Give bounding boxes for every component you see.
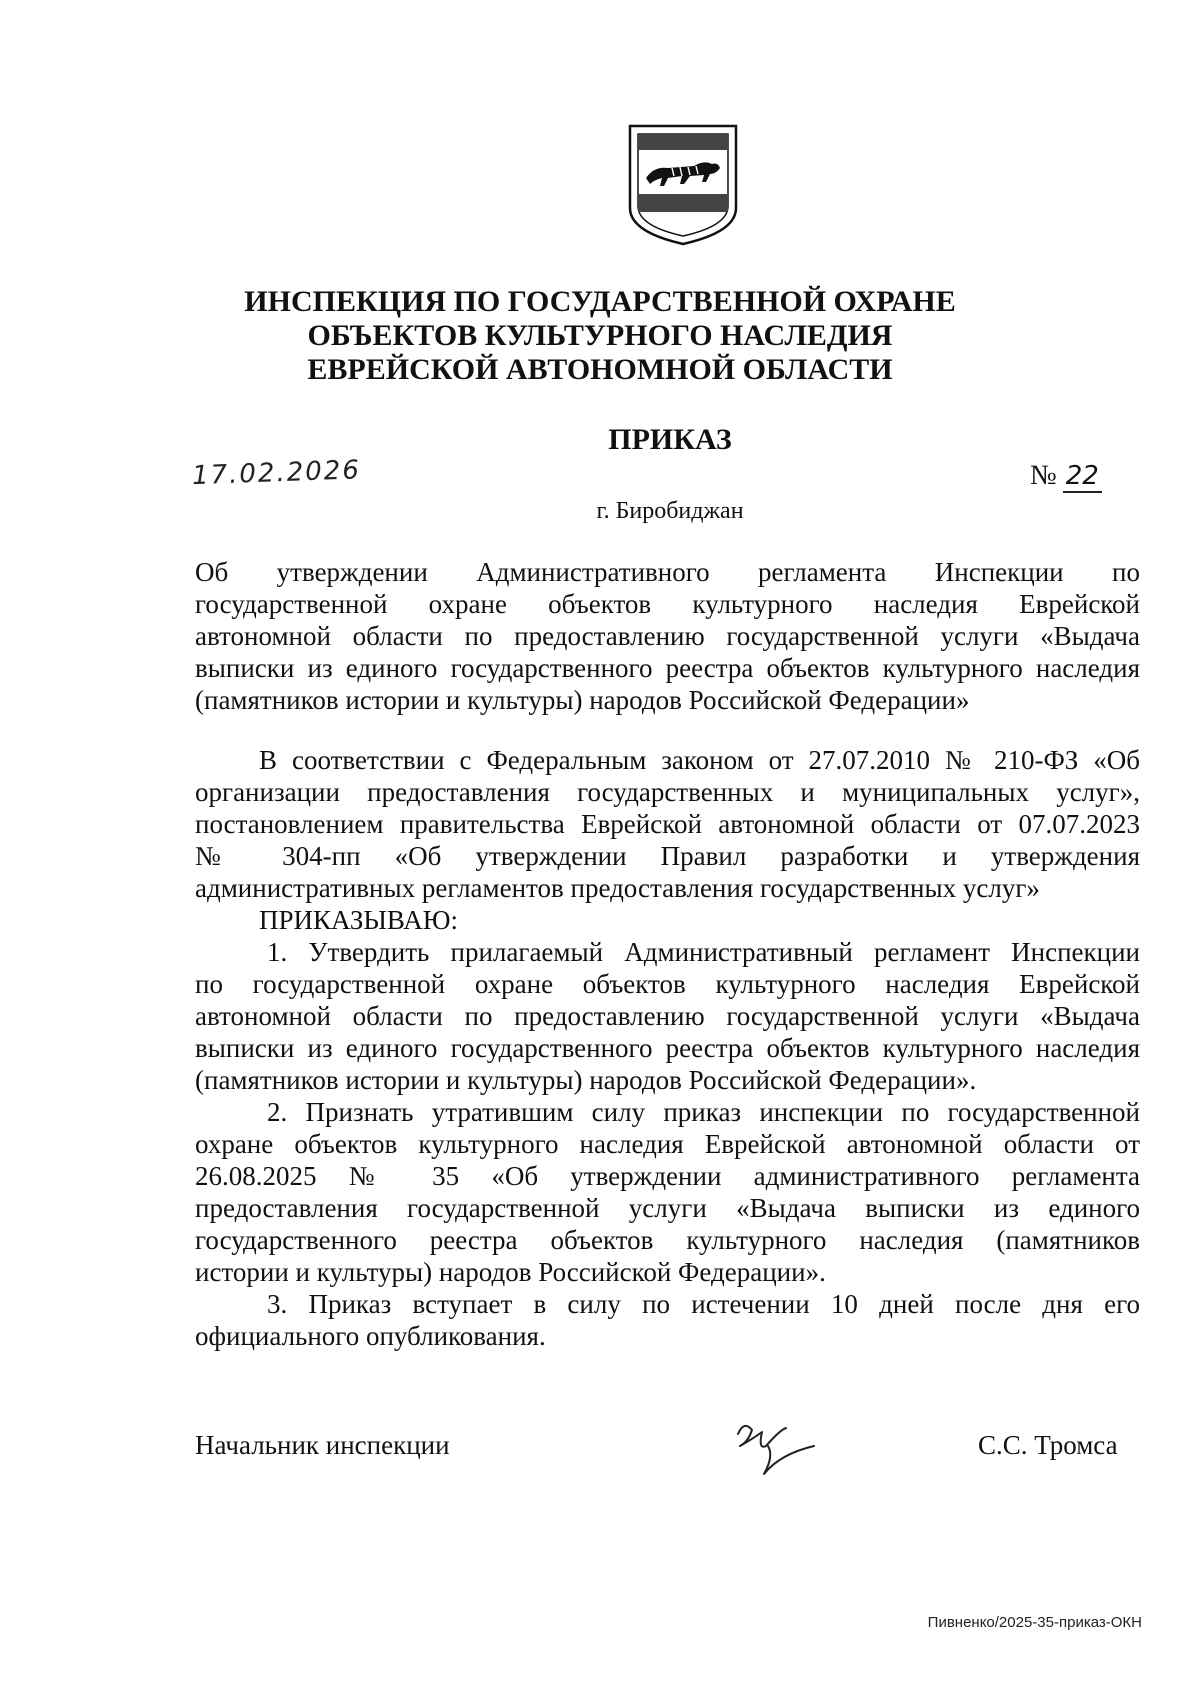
order-date-handwritten: 17.02.2026 — [191, 455, 362, 492]
order-date — [191, 455, 372, 502]
body-line: выписки из единого государственного реестра объектов культурного наследия — [195, 1033, 1140, 1063]
document-type: ПРИКАЗ — [608, 423, 732, 456]
title-line: выписки из единого государственного реестра объектов культурного наследия — [195, 653, 1140, 683]
order-number-handwritten: 22 — [1063, 461, 1102, 493]
title-line: (памятников истории и культуры) народов Российской Федерации» — [195, 685, 970, 715]
body-line: официального опубликования. — [195, 1321, 546, 1351]
body-line: истории и культуры) народов Российской Федерации». — [195, 1257, 826, 1287]
signatory-role: Начальник инспекции — [195, 1430, 450, 1460]
body-line: государственного реестра объектов культурного наследия (памятников — [195, 1225, 1140, 1255]
order-city: г. Биробиджан — [596, 498, 744, 524]
body-line: В соответствии с Федеральным законом от 27.07.2010 № 210-ФЗ «Об — [259, 745, 1140, 775]
header-line: ОБЪЕКТОВ КУЛЬТУРНОГО НАСЛЕДИЯ — [307, 319, 893, 352]
handwritten-signature — [728, 1416, 820, 1482]
title-line: Об утверждении Административного регламента Инспекции по — [195, 557, 1140, 587]
body-line: охране объектов культурного наследия Еврейской автономной области от — [195, 1129, 1140, 1159]
order-title — [195, 556, 1140, 716]
body-line: 26.08.2025 № 35 «Об утверждении административного регламента — [195, 1161, 1140, 1191]
body-line: 3. Приказ вступает в силу по истечении 10 дней после дня его — [267, 1289, 1140, 1319]
body-line: (памятников истории и культуры) народов Российской Федерации». — [195, 1065, 977, 1095]
title-line: государственной охране объектов культурного наследия Еврейской — [195, 589, 1140, 619]
order-number-label: № — [1030, 460, 1057, 491]
document-footer-code: Пивненко/2025-35-приказ-ОКН — [927, 1614, 1142, 1631]
body-line: организации предоставления государственных и муниципальных услуг», — [195, 777, 1140, 807]
signatory-name: С.С. Тромса — [978, 1430, 1118, 1460]
body-line: 1. Утвердить прилагаемый Административный регламент Инспекции — [267, 937, 1140, 967]
body-line: постановлением правительства Еврейской автономной области от 07.07.2023 — [195, 809, 1140, 839]
body-line: административных регламентов предоставления государственных услуг» — [195, 873, 1040, 903]
coat-of-arms-icon — [624, 120, 742, 248]
body-line: № 304-пп «Об утверждении Правил разработки и утверждения — [195, 841, 1140, 871]
organization-header — [230, 285, 970, 387]
order-body — [195, 744, 1140, 1352]
title-line: автономной области по предоставлению государственной услуги «Выдача — [195, 621, 1140, 651]
header-line: ИНСПЕКЦИЯ ПО ГОСУДАРСТВЕННОЙ ОХРАНЕ — [244, 285, 956, 318]
body-line: предоставления государственной услуги «Выдача выписки из единого — [195, 1193, 1140, 1223]
body-line-command: ПРИКАЗЫВАЮ: — [259, 905, 458, 935]
body-line: по государственной охране объектов культурного наследия Еврейской — [195, 969, 1140, 999]
body-line: 2. Признать утратившим силу приказ инспекции по государственной — [267, 1097, 1140, 1127]
header-line: ЕВРЕЙСКОЙ АВТОНОМНОЙ ОБЛАСТИ — [307, 353, 893, 386]
order-number — [1030, 460, 1102, 493]
body-line: автономной области по предоставлению государственной услуги «Выдача — [195, 1001, 1140, 1031]
